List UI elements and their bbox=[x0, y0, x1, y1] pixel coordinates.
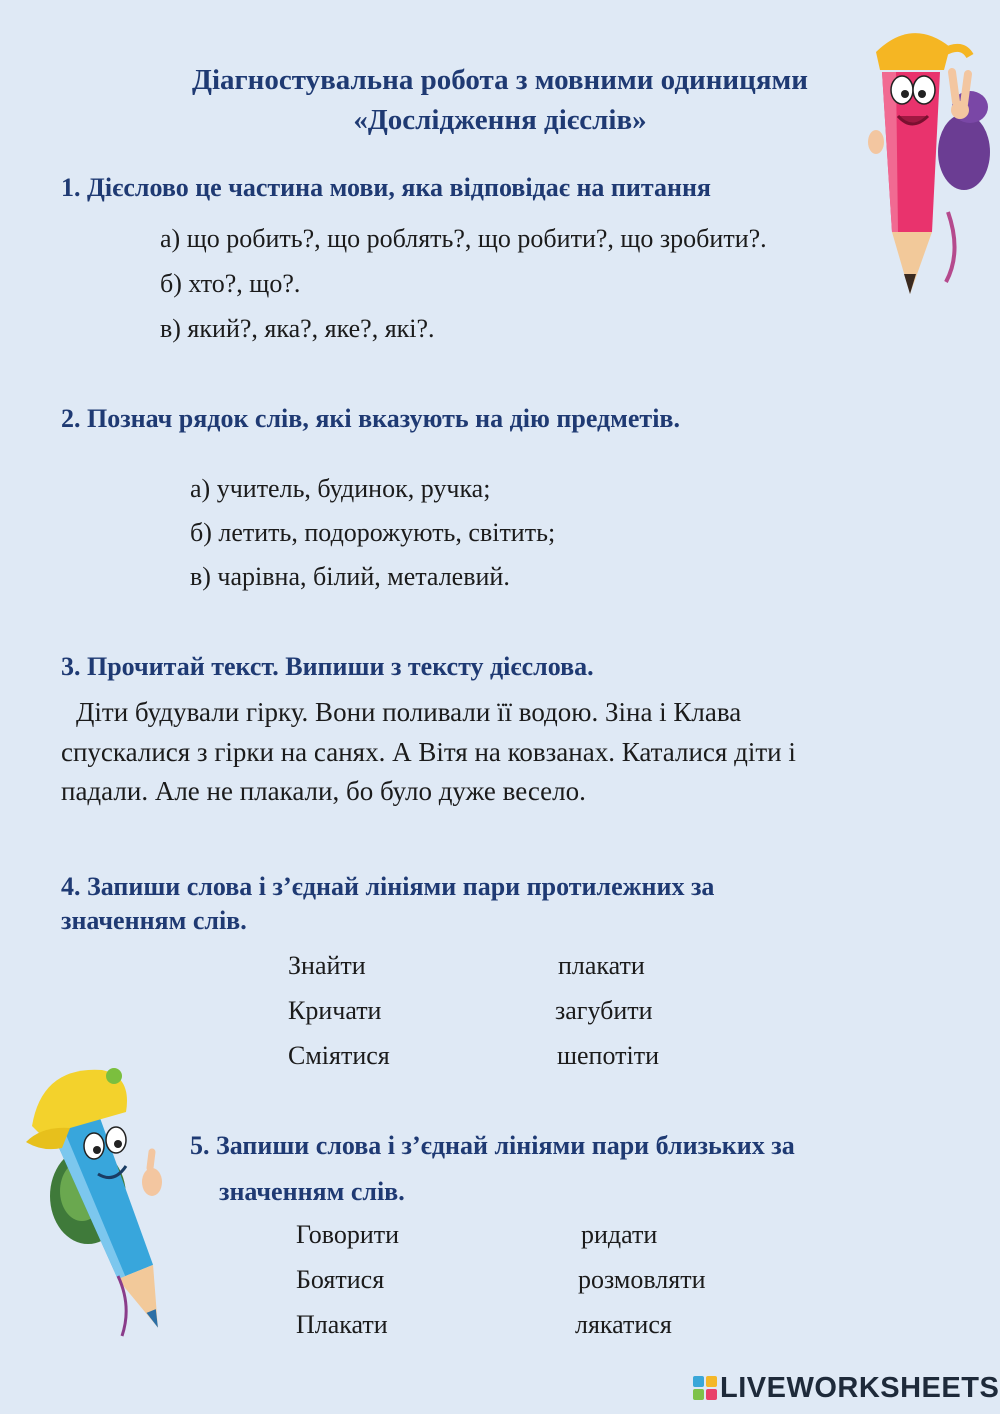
question-5-cont: значенням слів. bbox=[219, 1177, 405, 1206]
q2-option-a[interactable]: а) учитель, будинок, ручка; bbox=[190, 474, 491, 503]
question-4-cont: значенням слів. bbox=[61, 906, 247, 935]
q4-right-word-3[interactable]: шепотіти bbox=[557, 1041, 659, 1070]
q4-left-word-1[interactable]: Знайти bbox=[288, 951, 366, 980]
q4-right-word-1[interactable]: плакати bbox=[558, 951, 645, 980]
q5-right-word-3[interactable]: лякатися bbox=[575, 1310, 672, 1339]
blue-pencil-character-icon bbox=[22, 1056, 172, 1342]
q4-right-word-2[interactable]: загубити bbox=[555, 996, 653, 1025]
question-5: 5. Запиши слова і з’єднай лініями пари близьких за bbox=[190, 1131, 795, 1160]
q1-option-c[interactable]: в) який?, яка?, яке?, які?. bbox=[160, 314, 435, 343]
page-title: Діагностувальна робота з мовними одиницями bbox=[192, 64, 808, 96]
question-2: 2. Познач рядок слів, які вказують на дію предметів. bbox=[61, 404, 680, 433]
q4-left-word-3[interactable]: Сміятися bbox=[288, 1041, 390, 1070]
question-3: 3. Прочитай текст. Випиши з тексту дієслова. bbox=[61, 652, 594, 681]
page-subtitle: «Дослідження дієслів» bbox=[353, 104, 647, 136]
q1-option-a[interactable]: а) що робить?, що роблять?, що робити?, що зробити?. bbox=[160, 224, 767, 253]
q3-text-line-3: падали. Але не плакали, бо було дуже весело. bbox=[61, 776, 586, 806]
q5-left-word-3[interactable]: Плакати bbox=[296, 1310, 388, 1339]
question-1: 1. Дієслово це частина мови, яка відповідає на питання bbox=[61, 173, 711, 202]
question-4: 4. Запиши слова і з’єднай лініями пари протилежних за bbox=[61, 872, 715, 901]
q3-text-line-2: спускалися з гірки на санях. А Вітя на ковзанах. Каталися діти і bbox=[61, 737, 796, 767]
q3-text-line-1: Діти будували гірку. Вони поливали її водою. Зіна і Клава bbox=[76, 697, 742, 727]
q4-left-word-2[interactable]: Кричати bbox=[288, 996, 382, 1025]
liveworksheets-logo-icon bbox=[693, 1376, 717, 1400]
q2-option-c[interactable]: в) чарівна, білий, металевий. bbox=[190, 562, 510, 591]
q5-left-word-2[interactable]: Боятися bbox=[296, 1265, 385, 1294]
footer-logo[interactable]: LIVEWORKSHEETS bbox=[720, 1372, 1000, 1404]
q5-right-word-1[interactable]: ридати bbox=[581, 1220, 658, 1249]
q5-left-word-1[interactable]: Говорити bbox=[296, 1220, 400, 1249]
q5-right-word-2[interactable]: розмовляти bbox=[578, 1265, 706, 1294]
q2-option-b[interactable]: б) летить, подорожують, світить; bbox=[190, 518, 556, 547]
pink-pencil-character-icon bbox=[852, 12, 1000, 297]
q1-option-b[interactable]: б) хто?, що?. bbox=[160, 269, 301, 298]
